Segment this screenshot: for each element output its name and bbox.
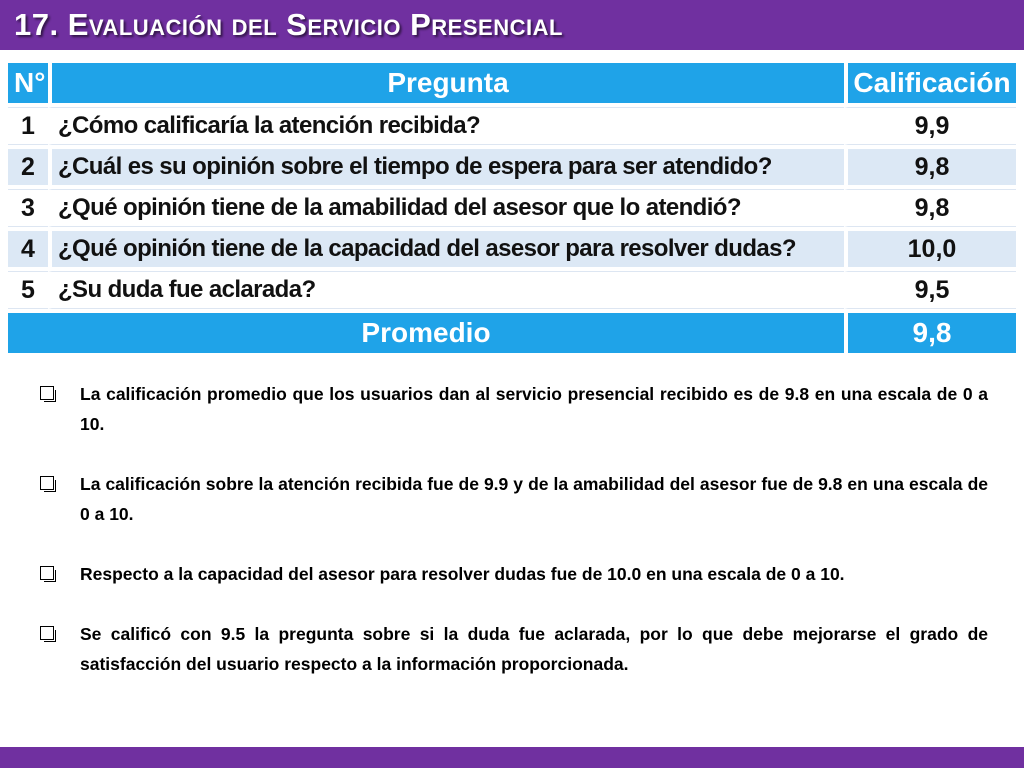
table-row bbox=[8, 189, 1016, 227]
row-number: 4 bbox=[8, 231, 48, 267]
list-item bbox=[40, 619, 988, 679]
note-text: La calificación sobre la atención recibida fue de 9.9 y de la amabilidad del asesor fue de 9.8 en una escala de 0 a 10. bbox=[80, 474, 988, 524]
row-question: ¿Cómo calificaría la atención recibida? bbox=[48, 107, 844, 145]
table-row bbox=[8, 231, 1016, 267]
checkbox-bullet-icon bbox=[40, 566, 54, 580]
list-item bbox=[40, 379, 988, 439]
row-question: ¿Qué opinión tiene de la capacidad del asesor para resolver dudas? bbox=[48, 231, 844, 267]
row-score: 9,8 bbox=[844, 149, 1016, 185]
row-number: 1 bbox=[8, 107, 48, 145]
title-bar bbox=[0, 0, 1024, 50]
row-score: 9,5 bbox=[844, 271, 1016, 309]
row-score: 9,9 bbox=[844, 107, 1016, 145]
average-label: Promedio bbox=[8, 313, 844, 353]
row-number: 3 bbox=[8, 189, 48, 227]
row-question: ¿Qué opinión tiene de la amabilidad del asesor que lo atendió? bbox=[48, 189, 844, 227]
row-question: ¿Su duda fue aclarada? bbox=[48, 271, 844, 309]
column-header-number: N° bbox=[8, 63, 48, 103]
table-row bbox=[8, 107, 1016, 145]
average-row bbox=[8, 313, 1016, 353]
evaluation-table bbox=[8, 59, 1016, 357]
column-header-score: Calificación bbox=[844, 63, 1016, 103]
average-score: 9,8 bbox=[844, 313, 1016, 353]
table-row bbox=[8, 271, 1016, 309]
note-text: Respecto a la capacidad del asesor para resolver dudas fue de 10.0 en una escala de 0 a 10. bbox=[80, 564, 845, 584]
row-number: 2 bbox=[8, 149, 48, 185]
list-item bbox=[40, 469, 988, 529]
note-text: La calificación promedio que los usuarios dan al servicio presencial recibido es de 9.8 en una escala de 0 a 10. bbox=[80, 384, 988, 434]
row-question: ¿Cuál es su opinión sobre el tiempo de espera para ser atendido? bbox=[48, 149, 844, 185]
row-score: 10,0 bbox=[844, 231, 1016, 267]
table-row bbox=[8, 149, 1016, 185]
checkbox-bullet-icon bbox=[40, 476, 54, 490]
column-header-question: Pregunta bbox=[48, 63, 844, 103]
note-text: Se calificó con 9.5 la pregunta sobre si la duda fue aclarada, por lo que debe mejorarse el grado de satisfacción del usuario respecto a la información proporcionada. bbox=[80, 624, 988, 674]
footer-bar bbox=[0, 747, 1024, 768]
row-score: 9,8 bbox=[844, 189, 1016, 227]
checkbox-bullet-icon bbox=[40, 386, 54, 400]
list-item bbox=[40, 559, 988, 589]
row-number: 5 bbox=[8, 271, 48, 309]
slide-title: 17. Evaluación del Servicio Presencial bbox=[14, 7, 563, 42]
table-header-row bbox=[8, 63, 1016, 103]
checkbox-bullet-icon bbox=[40, 626, 54, 640]
notes-list bbox=[40, 379, 988, 709]
